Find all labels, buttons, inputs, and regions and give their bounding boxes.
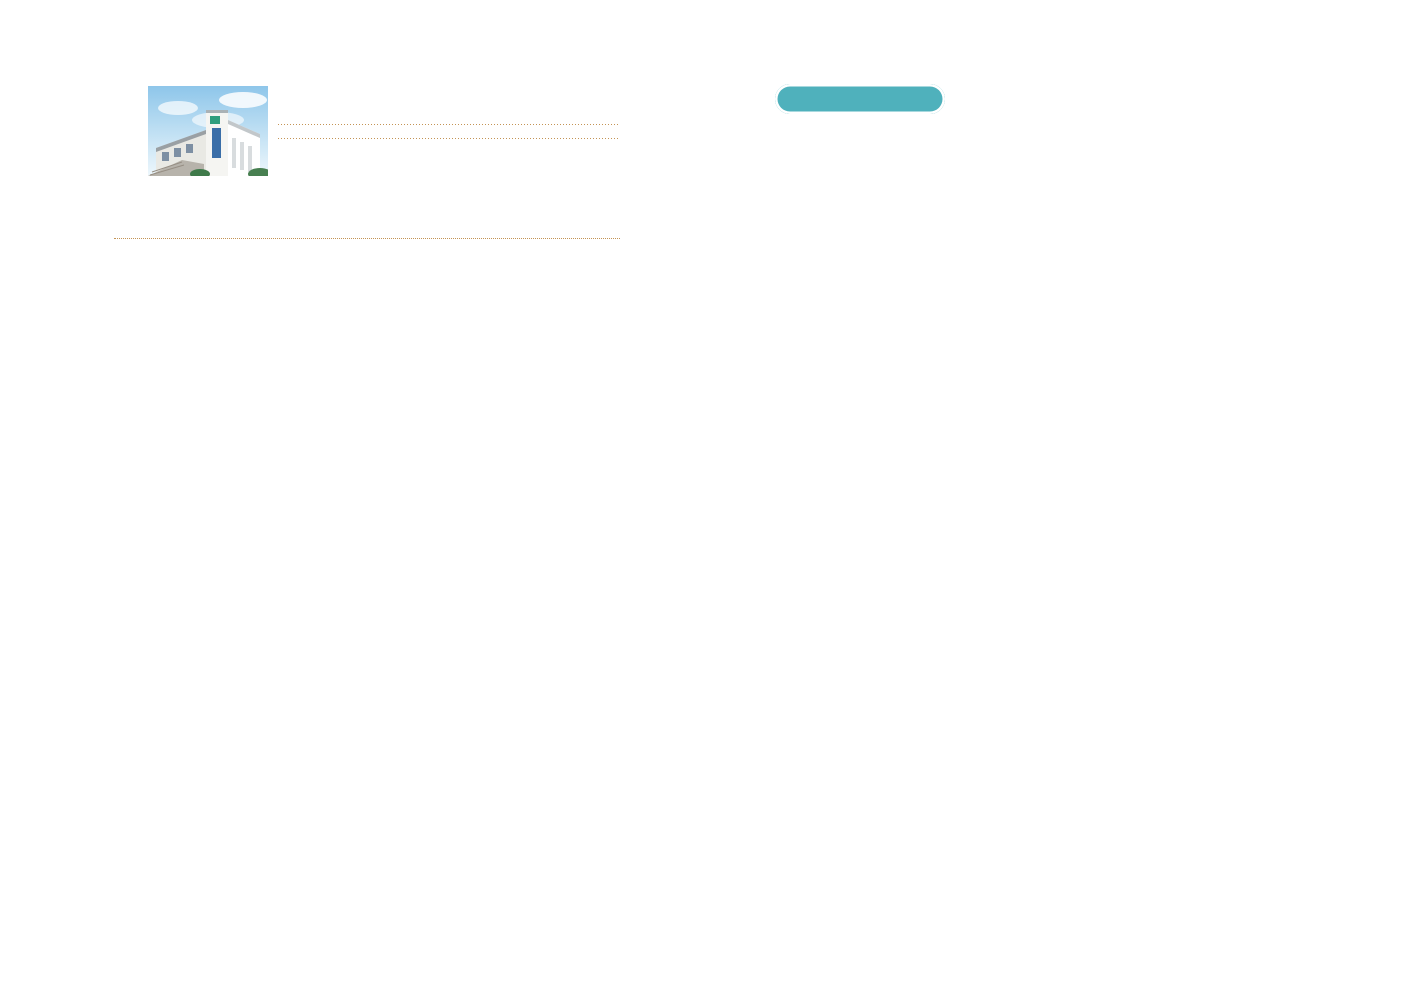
order-of-worship-list	[114, 238, 620, 239]
closing-hymn-badge	[775, 84, 945, 114]
praise-start-note	[278, 143, 620, 147]
divider	[278, 138, 620, 139]
service-title-line	[278, 84, 620, 120]
service-header	[278, 84, 620, 147]
divider	[278, 124, 620, 125]
service-title	[282, 87, 290, 119]
church-photo	[148, 86, 268, 176]
service-time	[278, 129, 620, 134]
